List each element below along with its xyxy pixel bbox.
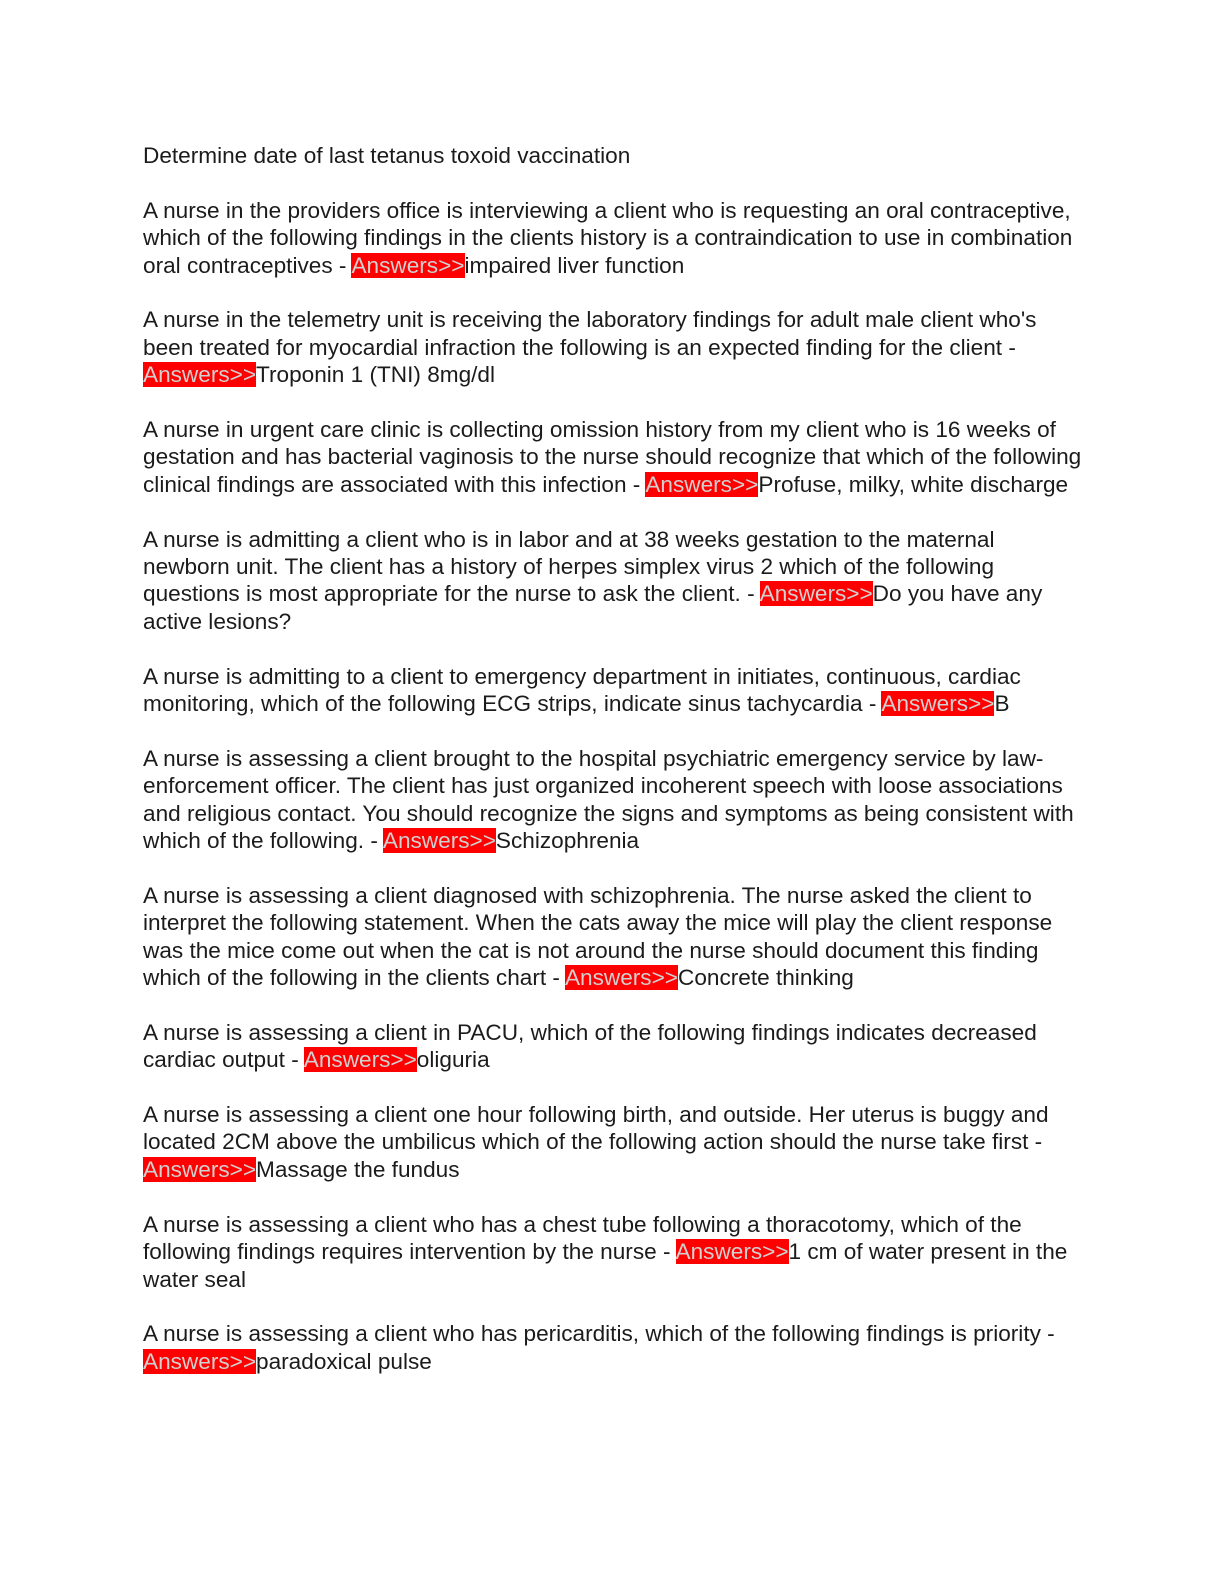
question-text: A nurse is admitting to a client to emergency department in initiates, continuous, cardiac monitoring, which of the following ECG strips, indicate sinus tachycardia - [143, 663, 1021, 717]
answer-tag: Answers>> [645, 471, 759, 497]
question-text: A nurse in the providers office is interviewing a client who is requesting an oral contraceptive, which of the following findings in the clients history is a contraindication to use in combination oral contraceptives - [143, 197, 1073, 278]
answer-tag: Answers>> [143, 1348, 257, 1374]
answer-tag: Answers>> [351, 252, 465, 278]
qa-item [143, 1320, 1083, 1375]
qa-item [143, 197, 1083, 279]
qa-item [143, 745, 1083, 855]
question-text: A nurse is assessing a client one hour following birth, and outside. Her uterus is buggy and located 2CM above the umbilicus which of the following action should the nurse take first - [143, 1102, 1049, 1155]
answer-text: B [994, 691, 1010, 717]
answer-tag: Answers>> [881, 691, 995, 717]
question-text: A nurse is assessing a client diagnosed with schizophrenia. The nurse asked the client to interpret the following statement. When the cats away the mice will play the client response was the mice come out when the cat is not around the nurse should document this finding which of the following in the clients chart - [143, 882, 1053, 991]
question-text: A nurse is assessing a client brought to the hospital psychiatric emergency service by law-enforcement officer. The client has just organized incoherent speech with loose associations and religious contact. You should recognize the signs and symptoms as being consistent with which of the following. - [143, 745, 1074, 854]
answer-tag: Answers>> [382, 828, 496, 854]
qa-item [143, 1211, 1083, 1293]
answer-text: oliguria [416, 1047, 490, 1073]
qa-item [143, 306, 1083, 388]
question-text: A nurse in urgent care clinic is collecting omission history from my client who is 16 weeks of gestation and has bacterial vaginosis to the nurse should recognize that which of the following clinical findings are associated with this infection - [143, 417, 1082, 497]
intro-line: Determine date of last tetanus toxoid vaccination [143, 143, 631, 168]
answer-tag: Answers>> [564, 965, 678, 991]
qa-item [143, 663, 1083, 718]
answer-tag: Answers>> [303, 1047, 417, 1073]
question-text: A nurse is admitting a client who is in labor and at 38 weeks gestation to the maternal newborn unit. The client has a history of herpes simplex virus 2 which of the following questions is most appropriate for the nurse to ask the client. - [143, 526, 995, 607]
answer-tag: Answers>> [759, 581, 873, 607]
question-text: A nurse is assessing a client in PACU, which of the following findings indicates decreased cardiac output - [143, 1019, 1037, 1073]
answer-text: Massage the fundus [256, 1156, 460, 1182]
qa-item [143, 1019, 1083, 1074]
qa-item [143, 416, 1083, 498]
question-text: A nurse is assessing a client who has a chest tube following a thoracotomy, which of the following findings requires intervention by the nurse - [143, 1211, 1022, 1265]
answer-text: 1 cm of water present in the water seal [143, 1239, 1068, 1292]
qa-item [143, 1101, 1083, 1183]
answer-tag: Answers>> [143, 1156, 257, 1182]
qa-item [143, 882, 1083, 992]
answer-text: Concrete thinking [678, 965, 854, 991]
answer-text: paradoxical pulse [256, 1348, 432, 1374]
answer-text: impaired liver function [464, 252, 685, 278]
question-text: A nurse in the telemetry unit is receiving the laboratory findings for adult male client who's been treated for myocardial infraction the following is an expected finding for the client - [143, 307, 1037, 360]
answer-text: Profuse, milky, white discharge [758, 471, 1069, 497]
answer-text: Troponin 1 (TNI) 8mg/dl [256, 362, 496, 388]
answer-tag: Answers>> [143, 362, 257, 388]
answer-tag: Answers>> [675, 1239, 789, 1265]
question-text: A nurse is assessing a client who has pericarditis, which of the following findings is priority - [143, 1321, 1055, 1347]
answer-text: Do you have any active lesions? [143, 581, 1043, 634]
document-page [143, 142, 1083, 1403]
answer-text: Schizophrenia [495, 828, 640, 854]
qa-item [143, 526, 1083, 636]
